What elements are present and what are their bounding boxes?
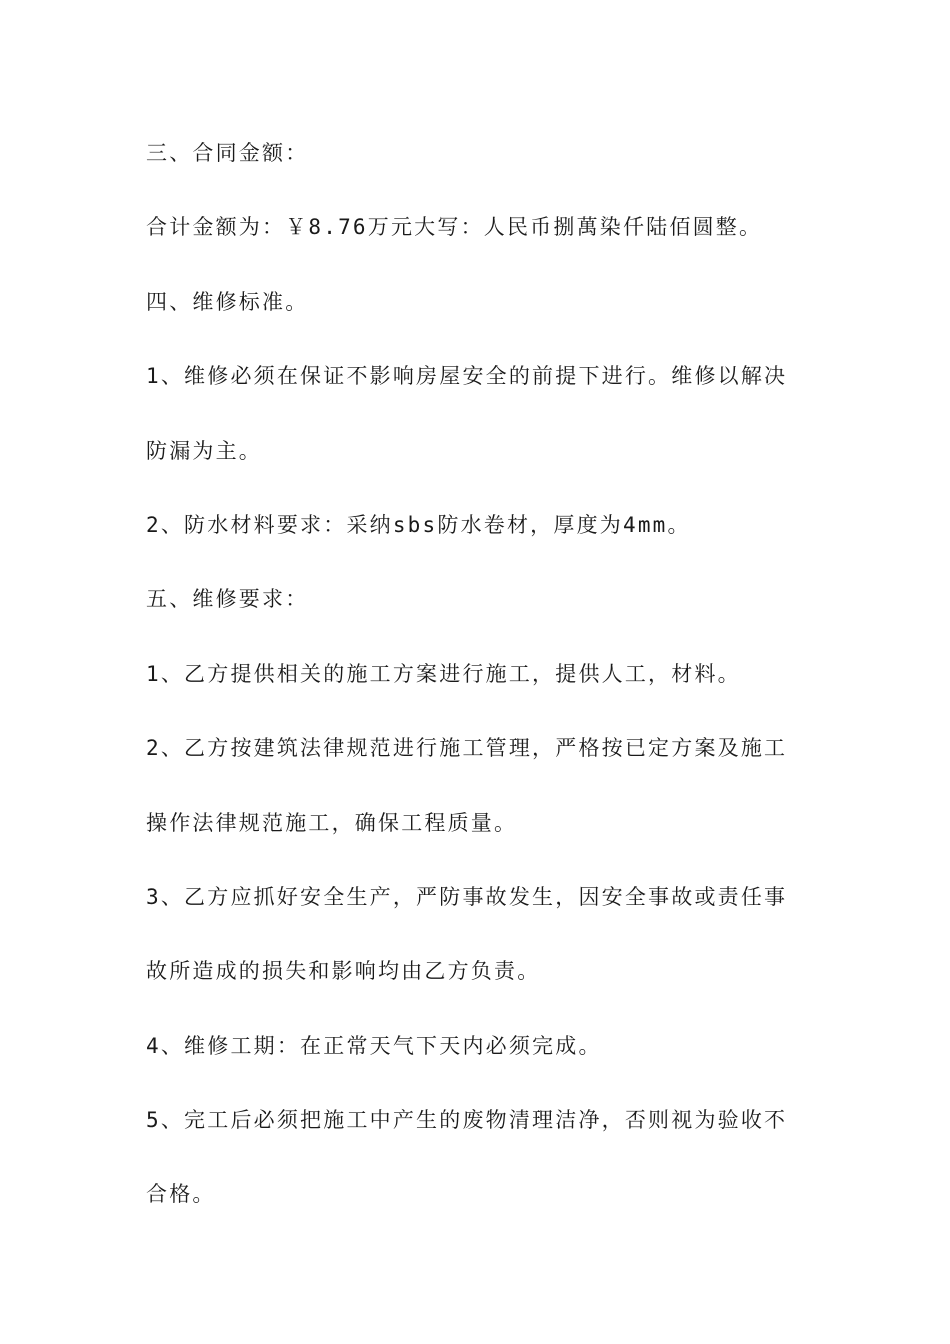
section-heading-repair-standard: 四、维修标准。 <box>146 289 309 314</box>
section-heading-contract-amount: 三、合同金额： <box>146 141 309 165</box>
paragraph-requirement-3-line-2: 故所造成的损失和影响均由乙方负责。 <box>146 959 541 984</box>
paragraph-total-amount: 合计金额为：￥8.76万元大写：人民币捌萬染仟陆佰圆整。 <box>146 215 763 240</box>
paragraph-requirement-5-line-2: 合格。 <box>146 1182 216 1207</box>
paragraph-standard-1-line-2: 防漏为主。 <box>146 438 262 463</box>
paragraph-requirement-1: 1、乙方提供相关的施工方案进行施工，提供人工，材料。 <box>146 661 741 686</box>
paragraph-standard-1-line-1: 1、维修必须在保证不影响房屋安全的前提下进行。维修以解决 <box>146 364 788 389</box>
paragraph-requirement-2-line-1: 2、乙方按建筑法律规范进行施工管理，严格按已定方案及施工 <box>146 736 788 761</box>
paragraph-standard-2: 2、防水材料要求：采纳sbs防水卷材，厚度为4mm。 <box>146 512 691 537</box>
paragraph-requirement-3-line-1: 3、乙方应抓好安全生产，严防事故发生，因安全事故或责任事 <box>146 884 788 909</box>
paragraph-requirement-4: 4、维修工期：在正常天气下天内必须完成。 <box>146 1033 602 1058</box>
section-heading-repair-requirements: 五、维修要求： <box>146 587 309 612</box>
paragraph-requirement-5-line-1: 5、完工后必须把施工中产生的废物清理洁净，否则视为验收不 <box>146 1108 788 1133</box>
paragraph-requirement-2-line-2: 操作法律规范施工，确保工程质量。 <box>146 810 518 835</box>
document-body <box>146 133 826 1249</box>
